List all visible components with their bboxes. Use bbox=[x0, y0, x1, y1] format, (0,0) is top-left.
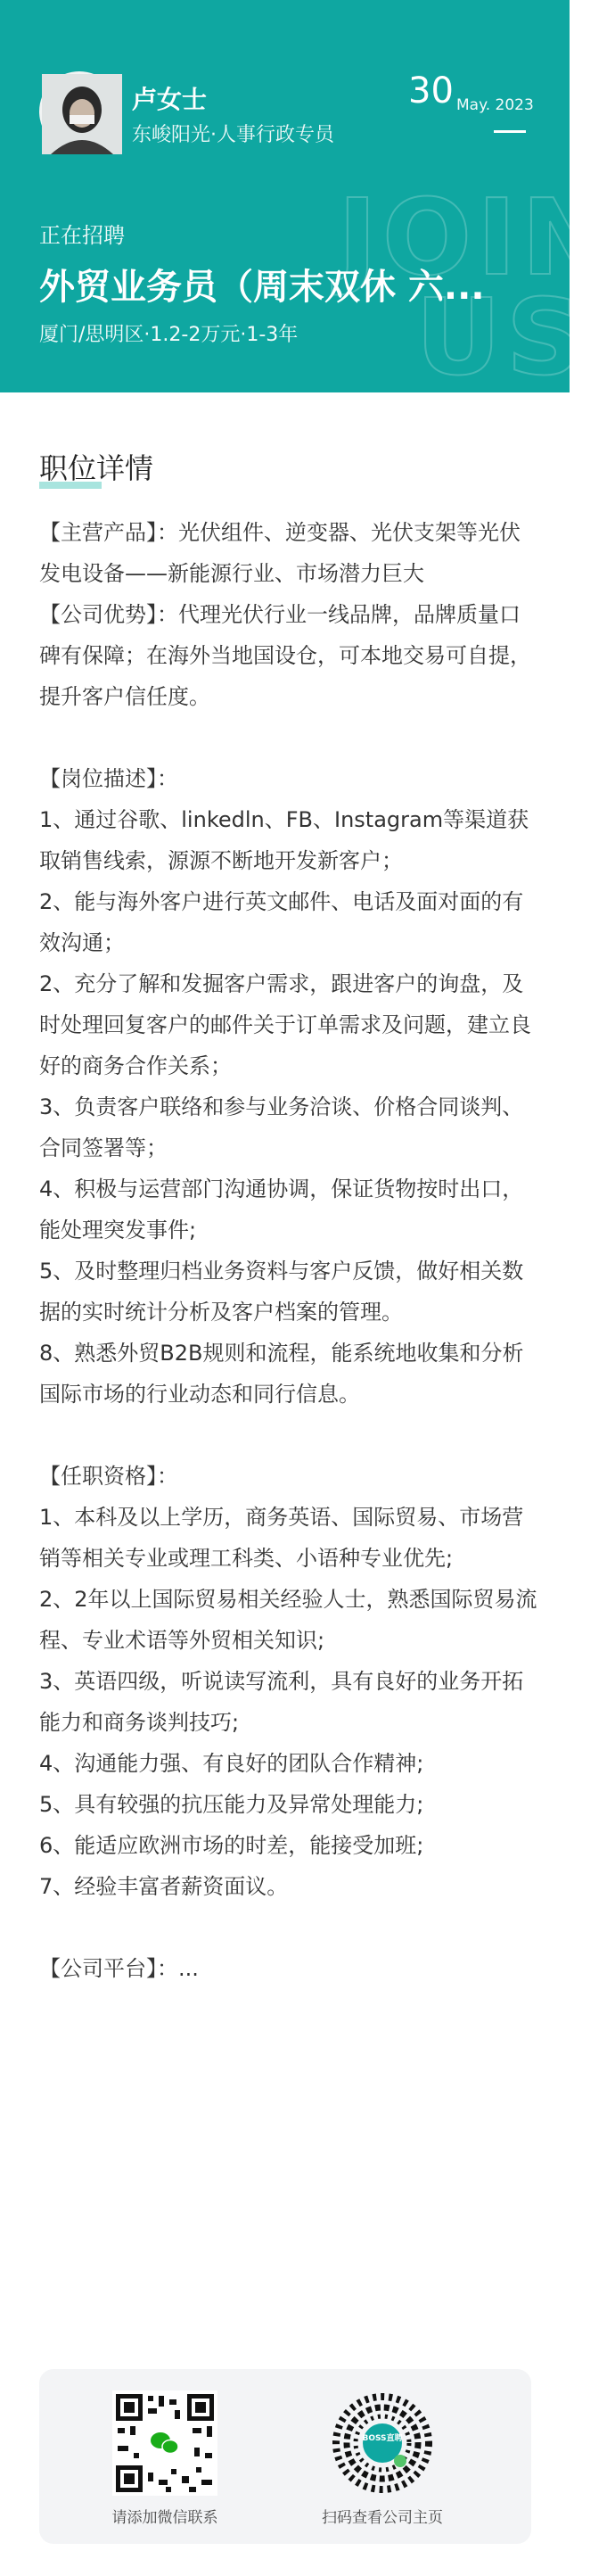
section-title: 职位详情 bbox=[39, 451, 154, 485]
date-month-year: May. 2023 bbox=[456, 96, 534, 114]
description-line: 6、能适应欧洲市场的时差，能接受加班; bbox=[39, 1833, 424, 1858]
description-line: 1、本科及以上学历，商务英语、国际贸易、市场营销等相关专业或理工科类、小语种专业优先; bbox=[39, 1505, 524, 1571]
avatar[interactable] bbox=[39, 71, 119, 152]
wechat-caption: 请添加微信联系 bbox=[111, 2509, 218, 2527]
blank-line bbox=[39, 717, 538, 758]
description-line: 【岗位描述】： bbox=[39, 766, 178, 791]
boss-badge-text: BOSS直聘 bbox=[362, 2434, 403, 2443]
description-line: 【公司平台】：... bbox=[39, 1956, 199, 1981]
description-line: 【任职资格】： bbox=[39, 1464, 178, 1489]
description-line: 3、负责客户联络和参与业务洽谈、价格合同谈判、合同签署等； bbox=[39, 1094, 524, 1160]
description-line: 7、经验丰富者薪资面议。 bbox=[39, 1874, 289, 1899]
description-line: 4、积极与运营部门沟通协调，保证货物按时出口，能处理突发事件; bbox=[39, 1177, 524, 1243]
qr-card bbox=[39, 2369, 531, 2544]
wechat-qr-icon[interactable] bbox=[112, 2390, 217, 2496]
description-line: 5、具有较强的抗压能力及异常处理能力; bbox=[39, 1792, 424, 1817]
hr-title: 东峻阳光·人事行政专员 bbox=[132, 124, 334, 146]
date-divider bbox=[494, 130, 526, 133]
blank-line bbox=[39, 1907, 538, 1948]
description-line: 2、充分了解和发掘客户需求，跟进客户的询盘，及时处理回复客户的邮件关于订单需求及问题，建立良好的商务合作关系； bbox=[39, 971, 531, 1078]
job-title: 外贸业务员（周末双休 六... bbox=[39, 267, 485, 308]
boss-caption: 扫码查看公司主页 bbox=[322, 2509, 443, 2527]
date-day: 30 bbox=[408, 70, 454, 111]
description-line: 1、通过谷歌、linkedln、FB、Instagram等渠道获取销售线索，源源不断地开发新客户； bbox=[39, 807, 529, 873]
job-header bbox=[0, 0, 615, 399]
description-line: 8、熟悉外贸B2B规则和流程，能系统地收集和分析国际市场的行业动态和同行信息。 bbox=[39, 1341, 524, 1407]
blank-line bbox=[39, 1415, 538, 1456]
description-line: 3、英语四级，听说读写流利，具有良好的业务开拓能力和商务谈判技巧; bbox=[39, 1669, 524, 1735]
description-line: 2、能与海外客户进行英文邮件、电话及面对面的有效沟通； bbox=[39, 889, 524, 955]
description-line: 2、2年以上国际贸易相关经验人士，熟悉国际贸易流程、专业术语等外贸相关知识; bbox=[39, 1587, 537, 1653]
description-line: 【公司优势】：代理光伏行业一线品牌，品牌质量口碑有保障；在海外当地国设仓，可本地交易可自提，提升客户信任度。 bbox=[39, 602, 531, 709]
description-line: 5、及时整理归档业务资料与客户反馈，做好相关数据的实时统计分析及客户档案的管理。 bbox=[39, 1259, 524, 1325]
hiring-label: 正在招聘 bbox=[39, 223, 125, 248]
job-description bbox=[39, 512, 538, 1989]
description-line: 4、沟通能力强、有良好的团队合作精神; bbox=[39, 1751, 424, 1776]
boss-qr-icon[interactable] bbox=[330, 2390, 435, 2496]
join-us-watermark: JOIN US bbox=[338, 176, 615, 399]
description-line: 【主营产品】：光伏组件、逆变器、光伏支架等光伏发电设备——新能源行业、市场潜力巨大 bbox=[39, 520, 521, 586]
hr-name: 卢女士 bbox=[132, 85, 208, 114]
job-meta: 厦门/思明区·1.2-2万元·1-3年 bbox=[39, 324, 299, 346]
